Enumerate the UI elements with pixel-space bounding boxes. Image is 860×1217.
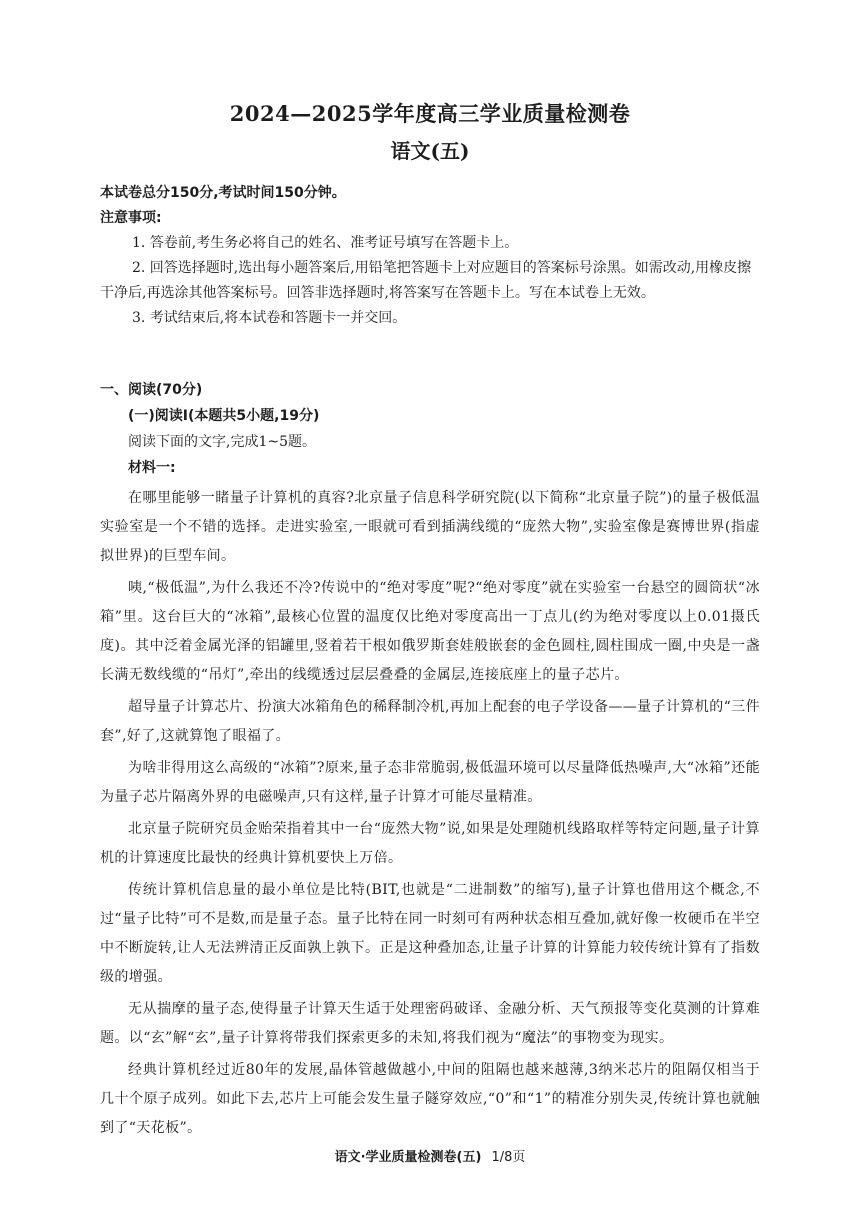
footer-title: 语文·学业质量检测卷(五) xyxy=(334,1150,482,1165)
reading-section xyxy=(100,377,760,1143)
paragraph: 传统计算机信息量的最小单位是比特(BIT,也就是“二进制数”的缩写),量子计算也借用这个概念,不过“量子比特”可不是数,而是量子态。量子比特在同一时刻可有两种状态相互叠加,就好像一枚硬币在半空中不断旋转,让人无法辨清正反面孰上孰下。正是这种叠加态,让量子计算的计算能力较传统计算有了指数级的增强。 xyxy=(100,882,760,985)
section-heading: 一、阅读(70分) xyxy=(100,382,203,398)
notice-item: 1. 答卷前,考生务必将自己的姓名、准考证号填写在答题卡上。 xyxy=(132,235,519,251)
page-number: 1/8页 xyxy=(491,1150,526,1165)
notice-item: 3. 考试结束后,将本试卷和答题卡一并交回。 xyxy=(132,310,407,326)
paragraph: 为啥非得用这么高级的“冰箱”?原来,量子态非常脆弱,极低温环境可以尽量降低热噪声,大“冰箱”还能为量子芯片隔离外界的电磁噪声,只有这样,量子计算才可能尽量精准。 xyxy=(100,760,760,805)
notice-item: 2. 回答选择题时,选出每小题答案后,用铅笔把答题卡上对应题目的答案标号涂黑。如需改动,用橡皮擦干净后,再选涂其他答案标号。回答非选择题时,将答案写在答题卡上。写在本试卷上无效。 xyxy=(100,260,752,301)
paragraph: 北京量子院研究员金贻荣指着其中一台“庞然大物”说,如果是处理随机线路取样等特定问题,量子计算机的计算速度比最快的经典计算机要快上万倍。 xyxy=(100,821,760,866)
exam-title: 2024—2025学年度高三学业质量检测卷 xyxy=(229,101,631,126)
material-label: 材料一: xyxy=(128,460,176,476)
paragraph: 经典计算机经过近80年的发展,晶体管越做越小,中间的阻隔也越来越薄,3纳米芯片的阻隔仅相当于几十个原子成列。如此下去,芯片上可能会发生量子隧穿效应,“0”和“1”的精准分别失灵,传统计算也就触到了“天花板”。 xyxy=(100,1062,760,1136)
notice-heading: 注意事项: xyxy=(100,210,162,226)
exam-subtitle: 语文(五) xyxy=(390,139,470,163)
paragraph: 超导量子计算芯片、扮演大冰箱角色的稀释制冷机,再加上配套的电子学设备——量子计算机的“三件套”,好了,这就算饱了眼福了。 xyxy=(100,699,760,744)
page-footer xyxy=(0,1146,860,1165)
paragraph: 无从揣摩的量子态,使得量子计算天生适于处理密码破译、金融分析、天气预报等变化莫测的计算难题。以“玄”解“玄”,量子计算将带我们探索更多的未知,将我们视为“魔法”的事物变为现实。 xyxy=(100,1001,760,1046)
exam-info: 本试卷总分150分,考试时间150分钟。 xyxy=(100,185,346,201)
notice-block xyxy=(100,181,760,331)
paragraph: 咦,“极低温”,为什么我还不冷?传说中的“绝对零度”呢?“绝对零度”就在实验室一台悬空的圆筒状“冰箱”里。这台巨大的“冰箱”,最核心位置的温度仅比绝对零度高出一丁点儿(约为绝对零度以上0.01摄氏度)。其中泛着金属光泽的铝罐里,竖着若干根如俄罗斯套娃般嵌套的金色圆柱,圆柱围成一圈,中央是一盏长满无数线缆的“吊灯”,牵出的线缆透过层层叠叠的金属层,连接底座上的量子芯片。 xyxy=(100,580,760,683)
subsection-heading: (一)阅读Ⅰ(本题共5小题,19分) xyxy=(128,408,320,424)
reading-instruction: 阅读下面的文字,完成1~5题。 xyxy=(128,434,316,450)
paragraph: 在哪里能够一睹量子计算机的真容?北京量子信息科学研究院(以下简称“北京量子院”)的量子极低温实验室是一个不错的选择。走进实验室,一眼就可看到插满线缆的“庞然大物”,实验室像是赛博世界(指虚拟世界)的巨型车间。 xyxy=(100,490,760,564)
